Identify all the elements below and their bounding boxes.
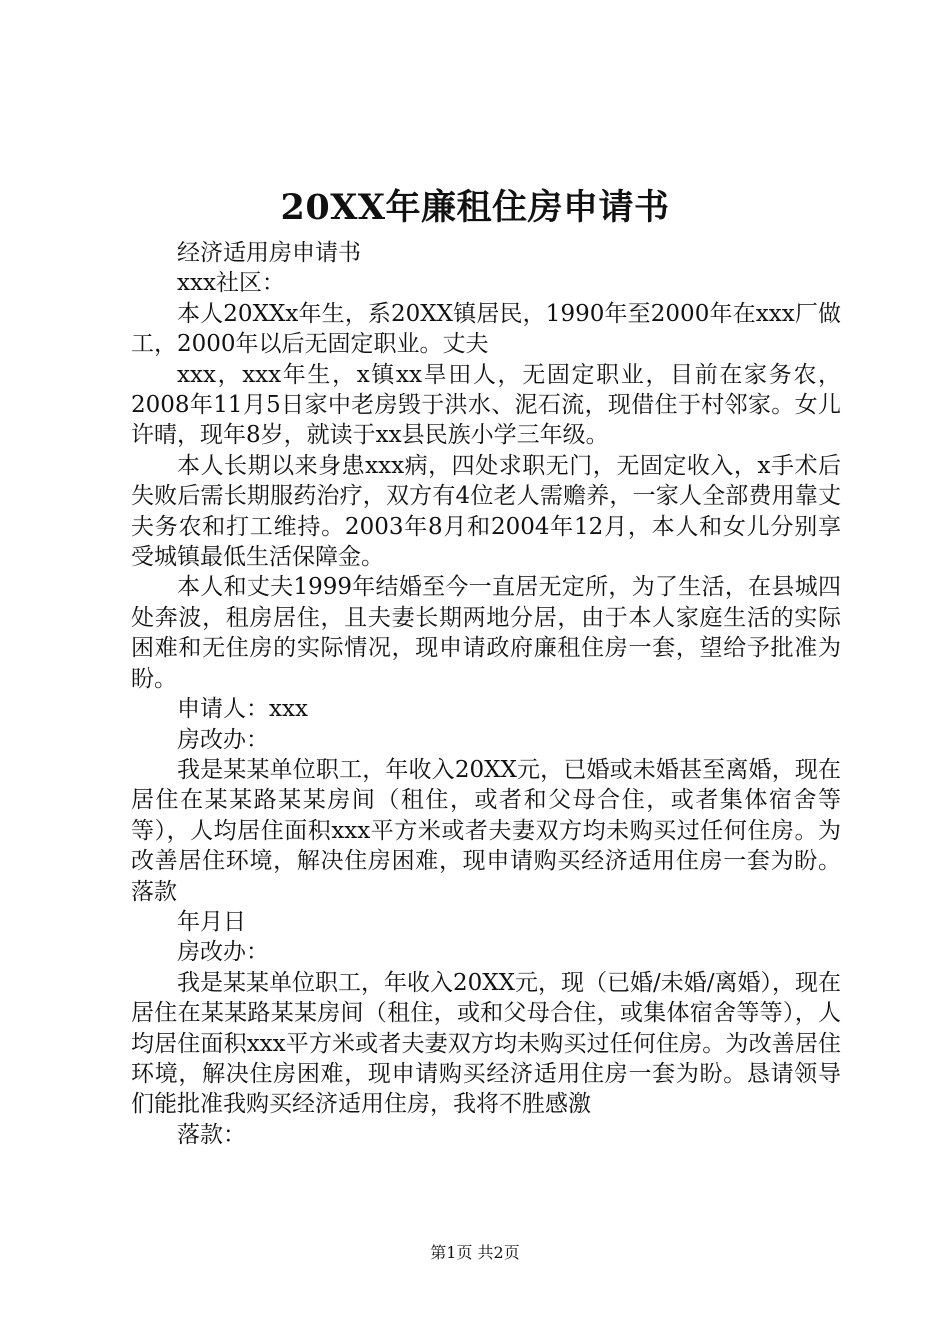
paragraph: 申请人：xxx — [177, 696, 308, 723]
paragraph: 本人和丈夫1999年结婚至今一直居无定所，为了生活，在县城四处奔波，租房居住，且夫妻长期两地分居，由于本人家庭生活的实际困难和无住房的实际情况，现申请政府廉租住房一套，望给予批准为盼。 — [131, 574, 841, 692]
paragraph: 房改办： — [177, 939, 269, 966]
paragraph: 本人20XXx年生，系20XX镇居民，1990年至2000年在xxx厂做工，2000年以后无固定职业。丈夫 — [131, 300, 841, 358]
paragraph: 房改办： — [177, 726, 269, 753]
paragraph: 本人长期以来身患xxx病，四处求职无门，无固定收入，x手术后失败后需长期服药治疗，双方有4位老人需赡养，一家人全部费用靠丈夫务农和打工维持。2003年8月和2004年12月，本人和女儿分别享受城镇最低生活保障金。 — [131, 452, 841, 571]
paragraph: 经济适用房申请书 — [177, 240, 361, 266]
document-title: 20XX年廉租住房申请书 — [280, 187, 670, 228]
paragraph: 年月日 — [177, 908, 246, 935]
paragraph: xxx社区： — [177, 270, 285, 297]
paragraph: 落款： — [177, 1121, 246, 1148]
page-number: 第1页 共2页 — [430, 1243, 520, 1262]
paragraph: 我是某某单位职工，年收入20XX元，现（已婚/未婚/离婚），现在居住在某某路某某房间（租住，或和父母合住，或集体宿舍等等），人均居住面积xxx平方米或者夫妻双方均未购买过任何住房。为改善居住环境，解决住房困难，现申请购买经济适用住房一套为盼。恳请领导们能批准我购买经济适用住房，我将不胜感激 — [131, 969, 842, 1118]
paragraph: xxx，xxx年生，x镇xx旱田人，无固定职业，目前在家务农，2008年11月5日家中老房毁于洪水、泥石流，现借住于村邻家。女儿许晴，现年8岁，就读于xx县民族小学三年级。 — [131, 361, 841, 449]
document-body — [131, 238, 841, 1150]
paragraph: 我是某某单位职工，年收入20XX元，已婚或未婚甚至离婚，现在居住在某某路某某房间（租住，或者和父母合住，或者集体宿舍等等），人均居住面积xxx平方米或者夫妻双方均未购买过任何住房。为改善居住环境，解决住房困难，现申请购买经济适用住房一套为盼。落款 — [131, 756, 841, 905]
